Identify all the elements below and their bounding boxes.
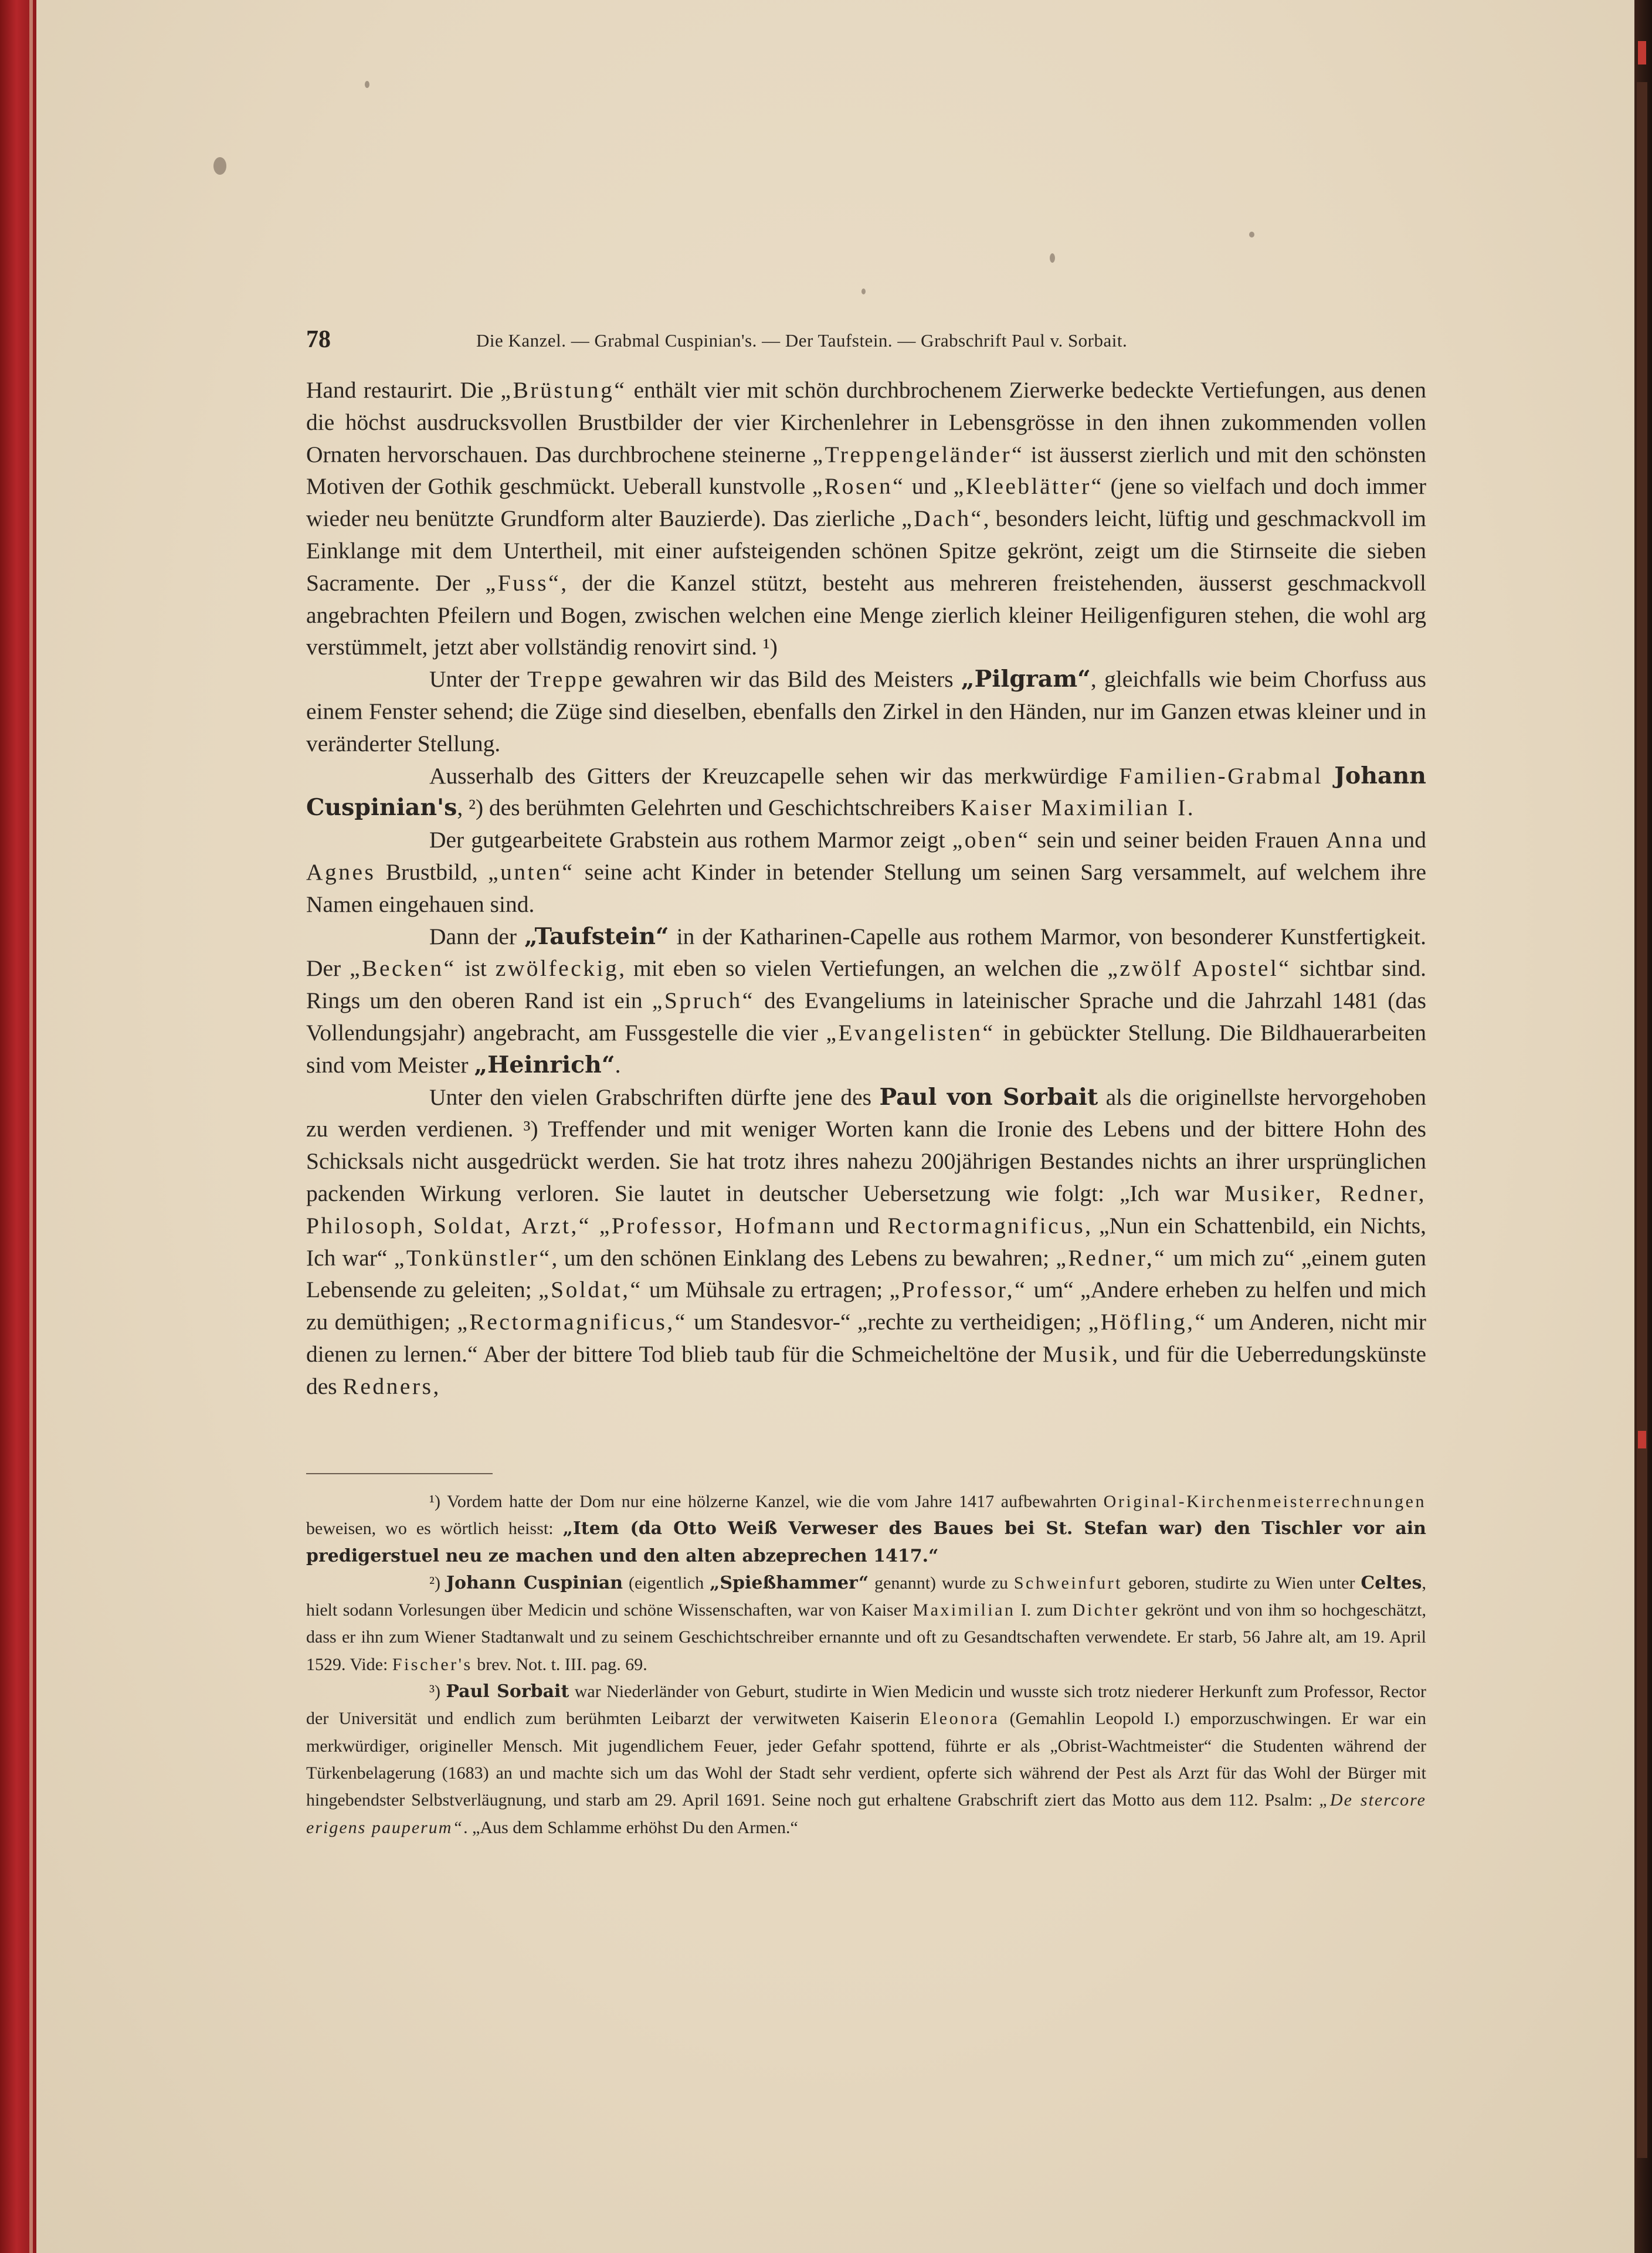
page-speck	[213, 157, 226, 175]
spaced-emphasis: „oben“	[952, 827, 1030, 853]
spaced-emphasis: „zwölf Apostel“	[1107, 955, 1291, 982]
paragraph: Hand restaurirt. Die „Brüstung“ enthält vier mit schön durchbrochenem Zierwerke bedeckte Vertiefungen, aus denen die höchst ausdrucksvollen Brustbilder der vier Kirchenlehrer in Lebensgrösse in den ihnen zukommenden vollen Ornaten hervorschauen. Das durchbrochene steinerne „Treppengeländer“ ist äusserst zierlich und mit den schönsten Motiven der Gothik geschmückt. Ueberall kunstvolle „Rosen“ und „Kleeblätter“ (jene so vielfach und doch immer wieder neu benützte Grundform alter Bauzierde). Das zierliche „Dach“, besonders leicht, lüftig und geschmackvoll im Einklange mit dem Untertheil, mit einer aufsteigenden schönen Spitze gekrönt, zeigt um die Stirnseite die sieben Sacramente. Der „Fuss“, der die Kanzel stützt, besteht aus mehreren freistehenden, äusserst geschmackvoll angebrachten Pfeilern und Bogen, zwischen welchen eine Menge zierlich kleiner Heiligenfiguren stehen, die wohl arg verstümmelt, jetzt aber vollständig renovirt sind. ¹)	[306, 377, 1427, 660]
spaced-emphasis: Anna	[1326, 827, 1385, 853]
fraktur-name: „Pilgram“	[961, 666, 1091, 693]
fraktur-name: Johann Cuspinian's	[306, 762, 1426, 822]
spaced-emphasis: „Fuss“	[485, 569, 561, 596]
spaced-emphasis: „Spruch“	[652, 988, 755, 1014]
spaced-emphasis: Rectormagnificus	[887, 1212, 1085, 1239]
paragraph: Unter der Treppe gewahren wir das Bild des Meisters „Pilgram“, gleichfalls wie beim Chorfuss aus einem Fenster sehend; die Züge sind dieselben, ebenfalls den Zirkel in den Händen, nur im Ganzen etwas kleiner und in veränderter Stellung.	[306, 666, 1426, 756]
fraktur-name: Johann Cuspinian	[446, 1572, 623, 1593]
spaced-emphasis: Soldat, Arzt,“	[433, 1212, 591, 1239]
page-speck	[1050, 253, 1055, 263]
spaced-emphasis: Redners	[342, 1373, 433, 1399]
spaced-emphasis: „unten“	[488, 859, 575, 885]
paragraph: Ausserhalb des Gitters der Kreuzcapelle sehen wir das merkwürdige Familien-Grabmal Johann Cuspinian's, ²) des berühmten Gelehrten und Geschichtschreibers Kaiser Maximilian I.	[306, 762, 1426, 822]
spaced-emphasis: Eleonora	[920, 1709, 1000, 1729]
page-speck	[861, 289, 866, 294]
spaced-emphasis: „Redner,“	[1056, 1244, 1167, 1271]
spaced-emphasis: Original-Kirchenmeisterrechnungen	[1103, 1492, 1426, 1511]
fraktur-name: „Heinrich“	[474, 1051, 615, 1078]
spaced-emphasis: Familien-Grabmal	[1119, 762, 1323, 789]
paragraph: Der gutgearbeitete Grabstein aus rothem Marmor zeigt „oben“ sein und seiner beiden Frauen Anna und Agnes Brustbild, „unten“ seine acht Kinder in betender Stellung um seinen Sarg versammelt, auf welchem ihre Namen eingehauen sind.	[306, 827, 1426, 917]
spaced-emphasis: Fischer's	[392, 1654, 473, 1674]
spaced-emphasis: Schweinfurt	[1013, 1573, 1122, 1593]
fraktur-name: Paul von Sorbait	[879, 1083, 1098, 1111]
spaced-emphasis: „Becken“	[350, 955, 456, 982]
spaced-emphasis: Treppe	[527, 666, 605, 693]
page-speck	[1249, 232, 1254, 237]
spaced-emphasis: Agnes	[306, 859, 376, 885]
body-text	[306, 374, 1426, 1403]
spaced-emphasis: „Brüstung“	[500, 377, 627, 403]
spaced-emphasis: Musiker, Redner, Philosoph,	[306, 1180, 1426, 1239]
latin-quote: „De stercore erigens pauperum“	[306, 1790, 1426, 1837]
spaced-emphasis: „Professor, Hofmann	[599, 1212, 837, 1239]
footnote-rule	[306, 1473, 493, 1474]
page-header	[306, 325, 1256, 355]
paragraph: Unter den vielen Grabschriften dürfte jene des Paul von Sorbait als die originellste hervorgehoben zu werden verdienen. ³) Treffender und mit weniger Worten kann die Ironie des Lebens und der bittere Hohn des Schicksals nicht ausgedrückt werden. Sie hat trotz ihres nahezu 200jährigen Bestandes nichts an ihrer ursprünglichen packenden Wirkung verloren. Sie lautet in deutscher Uebersetzung wie folgt: „Ich war Musiker, Redner, Philosoph, Soldat, Arzt,“ „Professor, Hofmann und Rectormagnificus, „Nun ein Schattenbild, ein Nichts, Ich war“ „Tonkünstler“, um den schönen Einklang des Lebens zu bewahren; „Redner,“ um mich zu“ „einem guten Lebensende zu geleiten; „Soldat,“ um Mühsale zu ertragen; „Professor,“ um“ „Andere erheben zu helfen und mich zu demüthigen; „Rectormagnificus,“ um Standesvor-“ „rechte zu vertheidigen; „Höfling,“ um Anderen, nicht mir dienen zu lernen.“ Aber der bittere Tod blieb taub für die Schmeicheltöne der Musik, und für die Ueberredungskünste des Redners,	[306, 1083, 1427, 1399]
footnote: ¹) Vordem hatte der Dom nur eine hölzerne Kanzel, wie die vom Jahre 1417 aufbewahrten Original-Kirchenmeisterrechnungen beweisen, wo es wörtlich heisst: „Item (da Otto Weiß Verweser des Baues bei St. Stefan war) den Tischler vor ain predigerstuel neu ze machen und den alten abzeprechen 1417.“	[306, 1492, 1426, 1566]
paragraph: Dann der „Taufstein“ in der Katharinen-Capelle aus rothem Marmor, von besonderer Kunstfertigkeit. Der „Becken“ ist zwölfeckig, mit eben so vielen Vertiefungen, an welchen die „zwölf Apostel“ sichtbar sind. Rings um den oberen Rand ist ein „Spruch“ des Evangeliums in lateinischer Sprache und die Jahrzahl 1481 (das Vollendungsjahr) angebracht, am Fussgestelle die vier „Evangelisten“ in gebückter Stellung. Die Bildhauerarbeiten sind vom Meister „Heinrich“.	[306, 922, 1427, 1078]
spaced-emphasis: Kaiser Maximilian I.	[961, 795, 1196, 821]
spaced-emphasis: zwölfeckig	[495, 955, 619, 982]
spine-edge	[29, 0, 33, 2253]
book-cover-edge	[1634, 0, 1652, 2253]
fraktur-name: Paul Sorbait	[446, 1681, 569, 1702]
spaced-emphasis: Musik	[1042, 1341, 1112, 1367]
spaced-emphasis: „Tonkünstler“	[394, 1244, 552, 1271]
footnote: ²) Johann Cuspinian (eigentlich „Spießhammer“ genannt) wurde zu Schweinfurt geboren, studirte zu Wien unter Celtes, hielt sodann Vorlesungen über Medicin und schöne Wissenschaften, war von Kaiser Maximilian I. zum Dichter gekrönt und von ihm so hochgeschätzt, dass er ihn zum Wiener Stadtanwalt und zu seinem Geschichtschreiber ernannte und oft zu Gesandtschaften verwendete. Er starb, 56 Jahre alt, am 19. April 1529. Vide: Fischer's brev. Not. t. III. pag. 69.	[306, 1572, 1427, 1674]
spaced-emphasis: „Dach“	[901, 505, 983, 532]
fraktur-name: „Spießhammer“	[710, 1572, 869, 1593]
spaced-emphasis: „Treppengeländer“	[812, 441, 1025, 467]
footnote: ³) Paul Sorbait war Niederländer von Geburt, studirte in Wien Medicin und wusste sich trotz niederer Herkunft zum Professor, Rector der Universität und endlich zum berühmten Leibarzt der verwitweten Kaiserin Eleonora (Gemahlin Leopold I.) emporzuschwingen. Er war ein merkwürdiger, origineller Mensch. Mit jugendlichem Feuer, jeder Gefahr spottend, führte er als „Obrist-Wachtmeister“ die Studenten während der Türkenbelagerung (1683) an und machte sich um das Wohl der Stadt sehr verdient, opferte sich während der Pest als Arzt für das Wohl der Bürger mit hingebendster Selbstverläugnung, und starb am 29. April 1691. Seine noch gut erhaltene Grabschrift ziert das Motto aus dem 112. Psalm: „De stercore erigens pauperum“. „Aus dem Schlamme erhöhst Du den Armen.“	[306, 1681, 1427, 1837]
fraktur-name: „Taufstein“	[524, 922, 669, 950]
spaced-emphasis: „Höfling,“	[1088, 1309, 1207, 1335]
spaced-emphasis: „Soldat,“	[538, 1277, 643, 1303]
fraktur-name: „Item (da Otto Weiß Verweser des Baues bei St. Stefan war) den Tischler vor ain predigerstuel neu ze machen und den alten abzeprechen 1417.“	[306, 1518, 1426, 1566]
running-head: Die Kanzel. — Grabmal Cuspinian's. — Der Taufstein. — Grabschrift Paul v. Sorbait.	[476, 330, 1128, 351]
page-speck	[365, 81, 369, 88]
spaced-emphasis: Dichter	[1072, 1600, 1140, 1620]
fraktur-name: Celtes	[1361, 1572, 1422, 1593]
footnotes	[306, 1488, 1426, 1841]
spaced-emphasis: „Rectormagnificus,“	[457, 1309, 687, 1335]
page-number: 78	[306, 326, 331, 353]
spaced-emphasis: „Kleeblätter“	[953, 473, 1104, 500]
spaced-emphasis: „Rosen“	[812, 473, 905, 500]
spaced-emphasis: „Evangelisten“	[826, 1019, 995, 1046]
spaced-emphasis: „Professor,“	[889, 1277, 1027, 1303]
spaced-emphasis: Maximilian	[912, 1600, 1016, 1620]
